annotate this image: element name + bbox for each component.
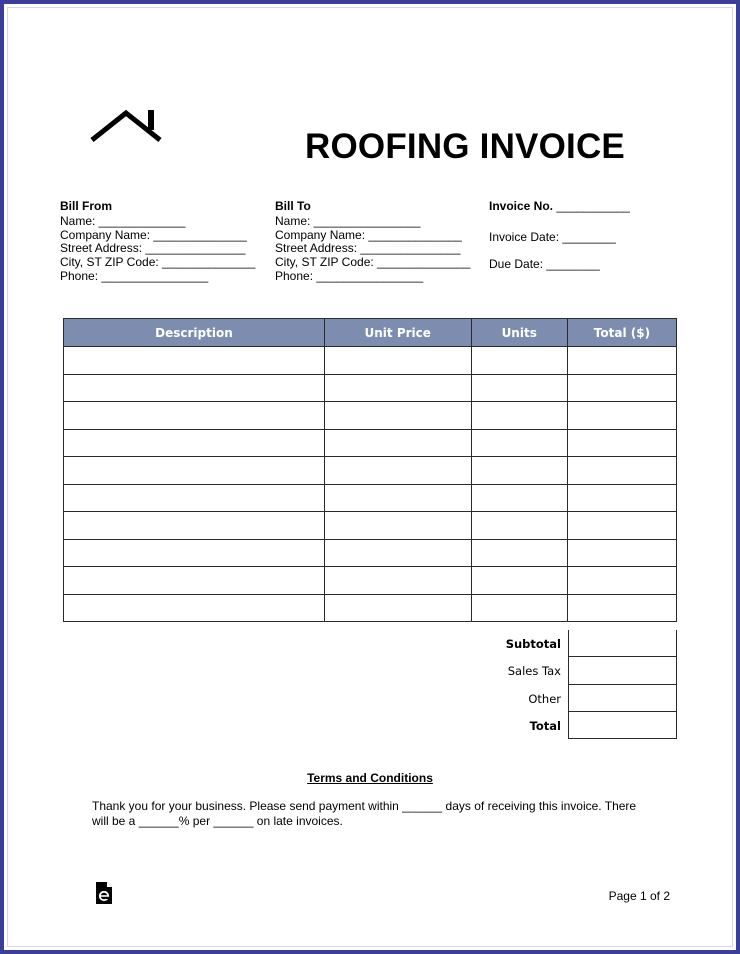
terms-title: Terms and Conditions	[307, 771, 433, 785]
totals-section	[400, 630, 677, 739]
description-cell[interactable]	[64, 374, 325, 402]
total-cell[interactable]	[567, 512, 676, 540]
sales-tax-row	[400, 657, 677, 684]
bill-to-street: Street Address: _______________	[275, 241, 461, 256]
bill-from-company: Company Name: ______________	[60, 227, 247, 242]
total-cell[interactable]	[567, 567, 676, 595]
subtotal-cell[interactable]	[568, 630, 677, 657]
header-total: Total ($)	[567, 319, 676, 347]
total-cell[interactable]	[567, 457, 676, 485]
due-date: Due Date: ________	[489, 257, 600, 271]
unit-price-cell[interactable]	[324, 594, 471, 622]
bill-to-heading: Bill To	[275, 199, 311, 213]
units-cell[interactable]	[471, 484, 567, 512]
sales-tax-label: Sales Tax	[507, 664, 561, 679]
invoice-date: Invoice Date: ________	[489, 230, 616, 244]
units-cell[interactable]	[471, 567, 567, 595]
description-cell[interactable]	[64, 512, 325, 540]
total-cell[interactable]	[567, 484, 676, 512]
unit-price-cell[interactable]	[324, 402, 471, 430]
bill-to-phone: Phone: ________________	[275, 268, 424, 283]
total-cell[interactable]	[567, 402, 676, 430]
units-cell[interactable]	[471, 594, 567, 622]
bill-to-name: Name: ________________	[275, 213, 421, 228]
bill-from-city: City, ST ZIP Code: ______________	[60, 255, 256, 270]
units-cell[interactable]	[471, 539, 567, 567]
description-cell[interactable]	[64, 429, 325, 457]
header-units: Units	[471, 319, 567, 347]
roof-logo-icon	[90, 107, 162, 145]
total-label: Total	[529, 718, 561, 733]
unit-price-cell[interactable]	[324, 374, 471, 402]
bill-from-phone: Phone: ________________	[60, 268, 209, 283]
other-row	[400, 685, 677, 712]
invoice-number	[489, 200, 630, 214]
bill-to-city: City, ST ZIP Code: ______________	[275, 255, 471, 270]
description-cell[interactable]	[64, 567, 325, 595]
table-row	[64, 457, 677, 485]
unit-price-cell[interactable]	[324, 429, 471, 457]
bill-from-section	[60, 200, 255, 284]
total-cell[interactable]	[567, 539, 676, 567]
total-row	[400, 712, 677, 739]
units-cell[interactable]	[471, 374, 567, 402]
table-row	[64, 402, 677, 430]
units-cell[interactable]	[471, 512, 567, 540]
units-cell[interactable]	[471, 347, 567, 375]
bill-from-name: Name: _____________	[60, 213, 186, 228]
bill-from-heading: Bill From	[60, 199, 113, 213]
line-items-table	[63, 318, 677, 622]
description-cell[interactable]	[64, 539, 325, 567]
bill-from-street: Street Address: _______________	[60, 241, 246, 256]
table-row	[64, 484, 677, 512]
subtotal-label: Subtotal	[505, 637, 561, 651]
table-row	[64, 539, 677, 567]
document-logo-icon	[95, 881, 113, 905]
total-cell[interactable]	[568, 712, 677, 739]
unit-price-cell[interactable]	[324, 347, 471, 375]
unit-price-cell[interactable]	[324, 539, 471, 567]
total-cell[interactable]	[567, 429, 676, 457]
table-row	[64, 374, 677, 402]
units-cell[interactable]	[471, 429, 567, 457]
description-cell[interactable]	[64, 484, 325, 512]
unit-price-cell[interactable]	[324, 484, 471, 512]
table-row	[64, 567, 677, 595]
other-label: Other	[528, 691, 561, 706]
units-cell[interactable]	[471, 457, 567, 485]
sales-tax-cell[interactable]	[568, 657, 677, 684]
table-row	[64, 347, 677, 375]
header-unit-price: Unit Price	[324, 319, 471, 347]
units-cell[interactable]	[471, 402, 567, 430]
description-cell[interactable]	[64, 347, 325, 375]
total-cell[interactable]	[567, 347, 676, 375]
terms-text: Thank you for your business. Please send payment within ______ days of receiving this invoice. There will be a ______% per ______ on late invoices.	[92, 799, 637, 828]
invoice-number-label: Invoice No.	[489, 199, 554, 213]
table-row	[64, 594, 677, 622]
invoice-title: ROOFING INVOICE	[305, 127, 625, 166]
header-description: Description	[64, 319, 325, 347]
total-cell[interactable]	[567, 374, 676, 402]
unit-price-cell[interactable]	[324, 512, 471, 540]
bill-to-section	[275, 200, 470, 284]
invoice-number-blank: ___________	[556, 199, 630, 213]
page-number: Page 1 of 2	[608, 889, 670, 903]
total-cell[interactable]	[567, 594, 676, 622]
description-cell[interactable]	[64, 594, 325, 622]
bill-to-company: Company Name: ______________	[275, 227, 462, 242]
table-row	[64, 429, 677, 457]
description-cell[interactable]	[64, 402, 325, 430]
unit-price-cell[interactable]	[324, 457, 471, 485]
table-row	[64, 512, 677, 540]
subtotal-row	[400, 630, 677, 657]
description-cell[interactable]	[64, 457, 325, 485]
unit-price-cell[interactable]	[324, 567, 471, 595]
table-body	[64, 347, 677, 622]
other-cell[interactable]	[568, 685, 677, 712]
table-header-row	[64, 319, 677, 347]
